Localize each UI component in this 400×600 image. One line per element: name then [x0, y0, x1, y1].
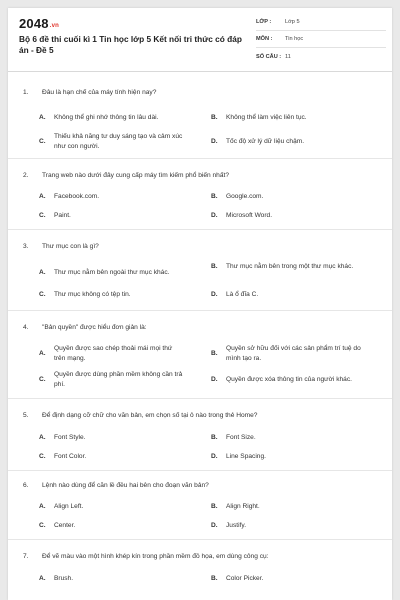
option-b[interactable]: B. Align Right. — [211, 503, 260, 510]
question-text: Đâu là hạn chế của máy tính hiện nay? — [42, 89, 157, 96]
question-text: "Bản quyền" được hiểu đơn giản là: — [42, 324, 147, 331]
question-4: 4. "Bản quyền" được hiểu đơn giản là: A. Quyền được sao chép thoải mái mọi thứ trên mạng. B. Quyền sở hữu đối với các sản phẩm trí tuệ do mình tạo ra. C. Quyền được dùng phần mềm không cần trả phí. D. Quyền được xóa thông tin của người khác. — [8, 311, 392, 399]
question-1: 1. Đâu là hạn chế của máy tính hiện nay? A. Không thể ghi nhớ thông tin lâu dài. B. Không thể làm việc liên tục. C. Thiếu khả năng tư duy sáng tạo và cảm xúc như con người. D. Tốc độ xử lý dữ liệu chậm. — [8, 72, 392, 159]
option-a[interactable]: A. Quyền được sao chép thoải mái mọi thứ trên mạng. — [39, 345, 173, 362]
meta-row-subject: MÔN : Tin học — [256, 31, 386, 48]
option-b[interactable]: B. Không thể làm việc liên tục. — [211, 114, 307, 121]
option-a[interactable]: A. Font Style. — [39, 434, 86, 441]
option-c[interactable]: C. Font Color. — [39, 453, 87, 460]
option-d[interactable]: D. Là ổ đĩa C. — [211, 291, 259, 298]
question-5: 5. Để định dạng cỡ chữ cho văn bản, em chọn số tại ô nào trong thẻ Home? A. Font Style. B. Font Size. C. Font Color. D. Line Spacing. — [8, 399, 392, 471]
document-meta — [256, 14, 386, 65]
question-text: Để định dạng cỡ chữ cho văn bản, em chọn số tại ô nào trong thẻ Home? — [42, 412, 258, 419]
option-a[interactable]: A. Align Left. — [39, 503, 84, 510]
option-c[interactable]: C. Paint. — [39, 212, 71, 219]
meta-row-grade: LỚP : Lớp 5 — [256, 14, 386, 31]
question-2: 2. Trang web nào dưới đây cung cấp máy tìm kiếm phổ biến nhất? A. Facebook.com. B. Google.com. C. Paint. D. Microsoft Word. — [8, 159, 392, 230]
option-a[interactable]: A. Facebook.com. — [39, 193, 100, 200]
option-b[interactable]: B. Thư mục nằm bên trong một thư mục khác. — [211, 263, 354, 270]
option-c[interactable]: C. Thư mục không có tệp tin. — [39, 291, 131, 298]
document-header — [8, 8, 392, 72]
question-text: Trang web nào dưới đây cung cấp máy tìm kiếm phổ biến nhất? — [42, 172, 229, 179]
option-d[interactable]: D. Microsoft Word. — [211, 212, 273, 219]
question-7: 7. Để vẽ màu vào một hình khép kín trong phần mềm đồ họa, em dùng công cụ: A. Brush. B. Color Picker. — [8, 540, 392, 600]
option-b[interactable]: B. Color Picker. — [211, 575, 264, 582]
document-title: Bộ 6 đề thi cuối kì 1 Tin học lớp 5 Kết nối tri thức có đáp án - Đề 5 — [19, 34, 242, 55]
site-logo[interactable]: 2048.vn — [19, 16, 60, 31]
option-c[interactable]: C. Quyền được dùng phần mềm không cần trả phí. — [39, 371, 183, 388]
option-b[interactable]: B. Google.com. — [211, 193, 264, 200]
question-6: 6. Lệnh nào dùng để căn lề đều hai bên cho đoạn văn bản? A. Align Left. B. Align Right. C. Center. D. Justify. — [8, 471, 392, 540]
question-list — [8, 72, 392, 600]
option-a[interactable]: A. Không thể ghi nhớ thông tin lâu dài. — [39, 114, 159, 121]
option-c[interactable]: C. Thiếu khả năng tư duy sáng tạo và cảm xúc như con người. — [39, 133, 183, 150]
option-b[interactable]: B. Quyền sở hữu đối với các sản phẩm trí tuệ do mình tạo ra. — [211, 345, 361, 362]
option-d[interactable]: D. Justify. — [211, 522, 247, 529]
option-d[interactable]: D. Tốc độ xử lý dữ liệu chậm. — [211, 138, 305, 145]
option-a[interactable]: A. Thư mục nằm bên ngoài thư mục khác. — [39, 269, 170, 276]
question-text: Lệnh nào dùng để căn lề đều hai bên cho đoạn văn bản? — [42, 482, 209, 489]
question-text: Để vẽ màu vào một hình khép kín trong phần mềm đồ họa, em dùng công cụ: — [42, 553, 269, 560]
document-page — [8, 8, 392, 600]
option-a[interactable]: A. Brush. — [39, 575, 74, 582]
option-d[interactable]: D. Quyền được xóa thông tin của người khác. — [211, 376, 352, 383]
option-d[interactable]: D. Line Spacing. — [211, 453, 266, 460]
meta-row-question-count: SỐ CÂU : 11 — [256, 53, 291, 60]
question-3: 3. Thư mục con là gì? A. Thư mục nằm bên ngoài thư mục khác. B. Thư mục nằm bên trong một thư mục khác. C. Thư mục không có tệp tin. D. Là ổ đĩa C. — [8, 230, 392, 311]
question-text: Thư mục con là gì? — [42, 243, 99, 250]
option-b[interactable]: B. Font Size. — [211, 434, 256, 441]
option-c[interactable]: C. Center. — [39, 522, 76, 529]
